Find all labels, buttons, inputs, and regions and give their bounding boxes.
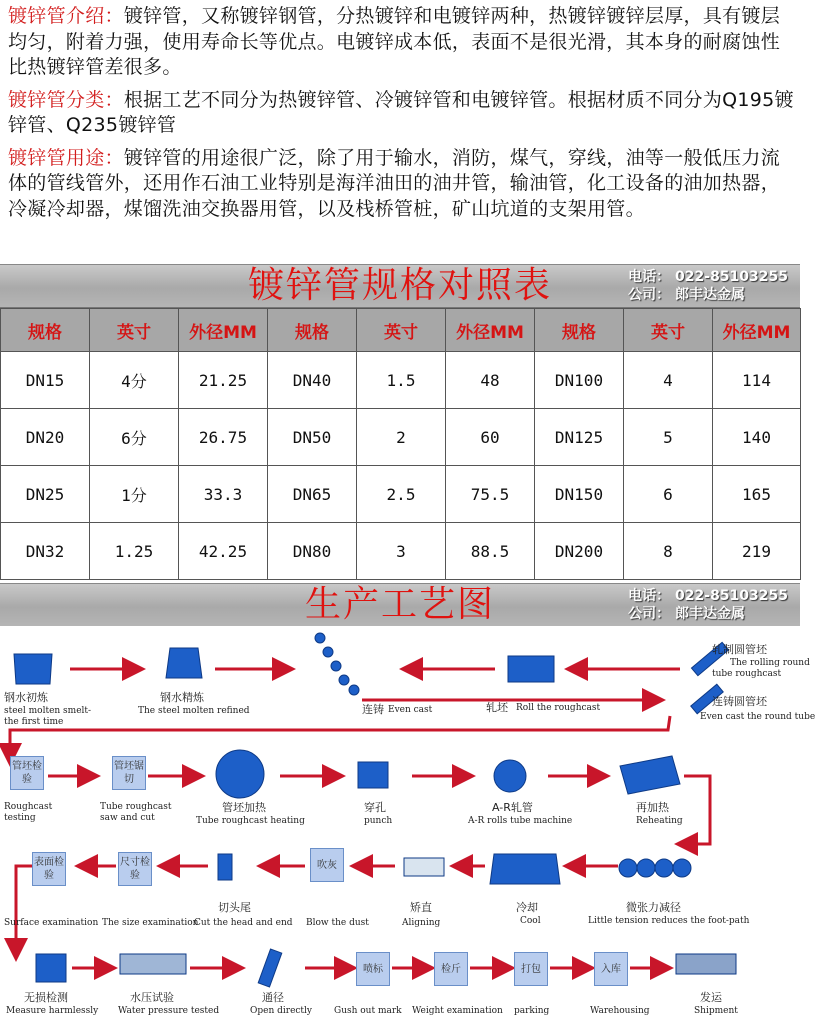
step-ndt-label: 无损检测 (24, 991, 68, 1004)
table-cell: 88.5 (446, 523, 535, 580)
step-test-en: Roughcast (4, 802, 53, 812)
caster-roller-icon (331, 661, 341, 671)
table-cell: DN50 (268, 409, 357, 466)
classification-text: 根据工艺不同分为热镀锌管、冷镀锌管和电镀锌管。根据材质不同分为Q195镀锌管、Q235镀锌管 (8, 88, 794, 136)
arrow (680, 776, 710, 844)
step-test-box: 管坯检验 (10, 756, 44, 790)
step-steel-en: steel molten smelt- (4, 706, 92, 716)
arrow (10, 716, 670, 761)
table-cell: 4 (624, 352, 713, 409)
ar-mill-icon (494, 760, 526, 792)
process-phone: 电话： 022-85103255 (628, 588, 788, 604)
step-pack-box: 打包 (514, 952, 548, 986)
table-cell: 2.5 (357, 466, 446, 523)
truck-icon (676, 954, 736, 974)
step-reheat-label: 再加热 (636, 801, 669, 814)
table-cell: 26.75 (179, 409, 268, 466)
piercer-icon (358, 762, 388, 788)
table-cell: 140 (713, 409, 801, 466)
column-header: 规格 (535, 309, 624, 352)
step-ship-en: Shipment (694, 1006, 738, 1016)
step-saw-box: 管坯锯切 (112, 756, 146, 790)
table-cell: 42.25 (179, 523, 268, 580)
cooling-bed-icon (490, 854, 560, 884)
heating-furnace-icon (216, 750, 264, 798)
table-row (1, 466, 801, 523)
table-cell: DN100 (535, 352, 624, 409)
column-header: 外径MM (713, 309, 801, 352)
classification-paragraph (8, 88, 794, 139)
roll-mill-icon (508, 656, 554, 682)
column-header: 外径MM (179, 309, 268, 352)
intro-paragraph (8, 4, 794, 81)
step-drift-label: 通径 (262, 991, 284, 1004)
step-drift-en: Open directly (250, 1006, 313, 1016)
step-spray-box: 喷标 (356, 952, 390, 986)
step-cut-label: 切头尾 (218, 901, 251, 914)
table-cell: DN150 (535, 466, 624, 523)
table-cell: 75.5 (446, 466, 535, 523)
step-tension-en: Little tension reduces the foot-path (588, 916, 750, 926)
arrow (16, 866, 32, 956)
step-surface-en: Surface examination (4, 918, 99, 928)
step-cool-en: Cool (520, 916, 541, 926)
table-cell: DN20 (1, 409, 90, 466)
furnace-icon (14, 654, 52, 684)
step-size-en: The size examination (102, 918, 199, 928)
step-spray-en: Gush out mark (334, 1006, 402, 1016)
process-header-bar (0, 583, 800, 627)
step-heat-label: 管坯加热 (222, 801, 266, 814)
intro-label: 镀锌管介绍： (8, 5, 124, 27)
table-cell: DN25 (1, 466, 90, 523)
hydro-test-icon (120, 954, 186, 974)
reheat-furnace-icon (620, 756, 680, 794)
step-steel-label: 钢水初炼 (4, 691, 48, 704)
usage-label: 镀锌管用途： (8, 146, 124, 169)
step-cut-en: Cut the head and end (194, 918, 293, 928)
intro-section (8, 4, 794, 229)
reducer-roller-icon (637, 859, 655, 877)
spec-table (0, 308, 801, 580)
process-diagram (0, 626, 815, 1030)
step-water-label: 水压试验 (130, 991, 174, 1004)
table-cell: 2 (357, 409, 446, 466)
step-reheat-en: Reheating (636, 816, 683, 826)
column-header: 规格 (268, 309, 357, 352)
step-punch-en: punch (364, 816, 393, 826)
table-cell: 5 (624, 409, 713, 466)
step-punch-label: 穿孔 (364, 801, 386, 814)
table-cell: DN15 (1, 352, 90, 409)
table-row (1, 409, 801, 466)
reducer-roller-icon (619, 859, 637, 877)
step-saw-en: Tube roughcast (100, 802, 172, 812)
step-water-en: Water pressure tested (118, 1006, 220, 1016)
step-store-en: Warehousing (590, 1006, 650, 1016)
step-saw-en: saw and cut (100, 813, 155, 823)
table-cell: DN40 (268, 352, 357, 409)
step-refine-label: 钢水精炼 (160, 691, 204, 704)
table-cell: DN65 (268, 466, 357, 523)
table-cell: 33.3 (179, 466, 268, 523)
column-header: 英寸 (624, 309, 713, 352)
table-cell: DN80 (268, 523, 357, 580)
column-header: 英寸 (90, 309, 179, 352)
step-rolled-label: 轧制圆管坯 (712, 643, 767, 656)
step-rolled-en: The rolling round (730, 658, 810, 668)
column-header: 外径MM (446, 309, 535, 352)
table-cell: 114 (713, 352, 801, 409)
table-cell: 219 (713, 523, 801, 580)
spec-header-bar (0, 264, 800, 308)
table-cell: DN32 (1, 523, 90, 580)
reducer-roller-icon (673, 859, 691, 877)
table-cell: DN125 (535, 409, 624, 466)
ndt-machine-icon (36, 954, 66, 982)
caster-icon (315, 633, 325, 643)
intro-text: 镀锌管，又称镀锌钢管，分热镀锌和电镀锌两种，热镀锌镀锌层厚，具有镀层均匀，附着力强，使用寿命长等优点。电镀锌成本低，表面不是很光滑，其本身的耐腐蚀性比热镀锌管差很多。 (8, 5, 781, 78)
step-cast-en: Even cast (388, 705, 433, 715)
step-surface-box: 表面检验 (32, 852, 66, 886)
table-cell: DN200 (535, 523, 624, 580)
step-ar-label: A-R轧管 (492, 801, 533, 814)
table-cell: 1分 (90, 466, 179, 523)
straightener-icon (404, 858, 444, 876)
step-ar-en: A-R rolls tube machine (468, 816, 573, 826)
step-dust-en: Blow the dust (306, 918, 369, 928)
table-cell: 4分 (90, 352, 179, 409)
step-tension-label: 微张力减径 (626, 901, 681, 914)
classification-label: 镀锌管分类： (8, 88, 124, 111)
caster-roller-icon (323, 647, 333, 657)
process-arrows-svg (0, 626, 800, 1030)
step-evencast-en: Even cast the round tube (700, 712, 815, 722)
step-ship-label: 发运 (700, 991, 722, 1004)
table-cell: 21.25 (179, 352, 268, 409)
table-cell: 48 (446, 352, 535, 409)
column-header: 规格 (1, 309, 90, 352)
table-row (1, 523, 801, 580)
usage-text: 镀锌管的用途很广泛，除了用于输水，消防，煤气，穿线，油等一般低压力流体的管线管外，还用作石油工业特别是海洋油田的油井管，输油管，化工设备的油加热器，冷凝冷却器，煤馏洗油交换器用管，以及栈桥管桩，矿山坑道的支架用管。 (8, 146, 781, 220)
spec-contact (628, 268, 788, 304)
step-roll-label: 轧坯 (486, 701, 508, 714)
caster-roller-icon (349, 685, 359, 695)
step-size-box: 尺寸检验 (118, 852, 152, 886)
step-roll-en: Roll the roughcast (516, 703, 601, 713)
caster-roller-icon (339, 675, 349, 685)
step-evencast-label: 连铸圆管坯 (712, 695, 767, 708)
step-refine-en: The steel molten refined (138, 706, 250, 716)
step-dust-box: 吹灰 (310, 848, 344, 882)
step-cool-label: 冷却 (516, 901, 538, 914)
step-pack-en: parking (514, 1006, 550, 1016)
table-cell: 1.25 (90, 523, 179, 580)
table-cell: 1.5 (357, 352, 446, 409)
step-store-box: 入库 (594, 952, 628, 986)
drift-gauge-icon (258, 949, 282, 987)
table-cell: 165 (713, 466, 801, 523)
ladle-icon (166, 648, 202, 678)
table-cell: 3 (357, 523, 446, 580)
spec-company: 公司： 郎丰达金属 (628, 287, 746, 303)
step-weigh-box: 检斤 (434, 952, 468, 986)
step-test-en: testing (4, 813, 36, 823)
step-weigh-en: Weight examination (412, 1006, 503, 1016)
step-align-label: 矫直 (410, 901, 432, 914)
table-cell: 8 (624, 523, 713, 580)
step-align-en: Aligning (402, 918, 441, 928)
step-steel-en: the first time (4, 717, 64, 727)
column-header: 英寸 (357, 309, 446, 352)
table-cell: 6分 (90, 409, 179, 466)
step-cast-label: 连铸 (362, 703, 384, 716)
usage-paragraph (8, 146, 794, 223)
table-cell: 6 (624, 466, 713, 523)
spec-header-row (1, 309, 801, 352)
spec-phone: 电话： 022-85103255 (628, 269, 788, 285)
spec-title: 镀锌管规格对照表 (247, 265, 552, 306)
reducer-roller-icon (655, 859, 673, 877)
step-rolled-en: tube roughcast (712, 669, 782, 679)
table-row (1, 352, 801, 409)
process-title: 生产工艺图 (304, 584, 495, 625)
process-company: 公司： 郎丰达金属 (628, 606, 746, 622)
cutter-icon (218, 854, 232, 880)
step-ndt-en: Measure harmlessly (6, 1006, 99, 1016)
table-cell: 60 (446, 409, 535, 466)
process-contact (628, 587, 788, 623)
step-heat-en: Tube roughcast heating (196, 816, 305, 826)
